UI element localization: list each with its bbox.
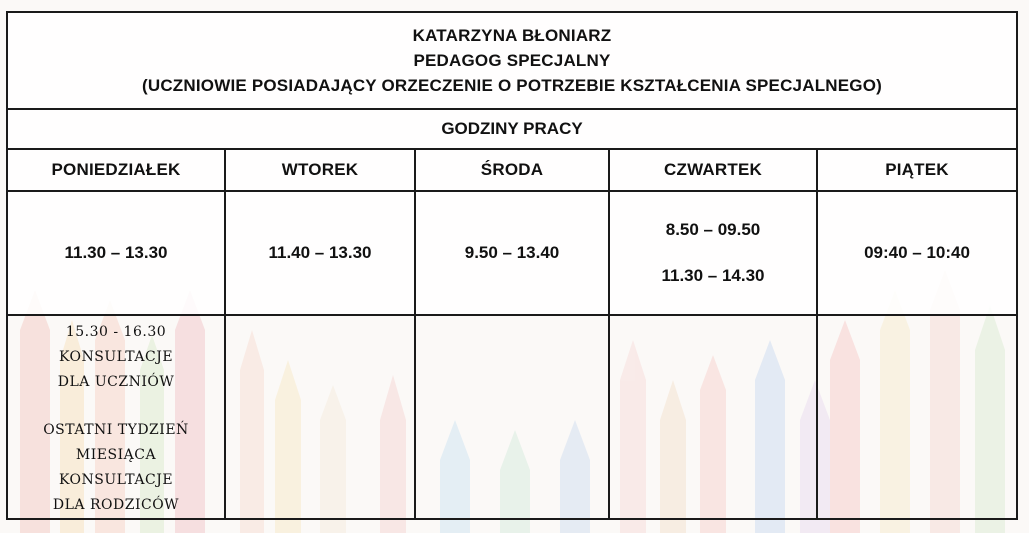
time-range: 11.30 – 13.30 [64, 243, 168, 262]
day-cell-tuesday [224, 150, 414, 190]
notes-cell-wednesday [414, 316, 608, 518]
hours-row [8, 192, 1016, 316]
day-label: PIĄTEK [885, 160, 949, 179]
notes-cell-tuesday [224, 316, 414, 518]
notes-row [8, 316, 1016, 518]
schedule-table [6, 11, 1018, 520]
note-line: 15.30 - 16.30 [65, 324, 167, 340]
note-line: KONSULTACJE [58, 349, 174, 365]
teacher-name: KATARZYNA BŁONIARZ [412, 26, 612, 45]
day-cell-monday [8, 150, 224, 190]
day-label: ŚRODA [480, 160, 544, 179]
day-cell-thursday [608, 150, 816, 190]
time-range: 09:40 – 10:40 [864, 243, 970, 262]
teacher-role: PEDAGOG SPECJALNY [413, 51, 611, 70]
note-line: MIESIĄCA [75, 447, 157, 463]
days-row [8, 150, 1016, 192]
working-hours-title: GODZINY PRACY [8, 110, 1016, 150]
time-range: 8.50 – 09.50 [665, 220, 761, 239]
time-range: 11.40 – 13.30 [268, 243, 372, 262]
teacher-scope: (UCZNIOWIE POSIADAJĄCY ORZECZENIE O POTRZEBIE KSZTAŁCENIA SPECJALNEGO) [141, 76, 882, 95]
day-label: CZWARTEK [664, 160, 762, 179]
notes-cell-thursday [608, 316, 816, 518]
day-cell-friday [816, 150, 1016, 190]
time-range: 11.30 – 14.30 [661, 266, 765, 285]
notes-cell-friday [816, 316, 1016, 518]
time-range: 9.50 – 13.40 [464, 243, 560, 262]
hours-cell-tuesday [224, 192, 414, 314]
hours-cell-monday [8, 192, 224, 314]
note-line: KONSULTACJE [58, 472, 174, 488]
notes-cell-monday [8, 316, 224, 518]
schedule-header [8, 13, 1016, 110]
note-line: DLA RODZICÓW [52, 497, 180, 513]
day-cell-wednesday [414, 150, 608, 190]
hours-cell-friday [816, 192, 1016, 314]
note-line: DLA UCZNIÓW [57, 374, 175, 390]
note-line: OSTATNI TYDZIEŃ [43, 422, 189, 438]
hours-cell-wednesday [414, 192, 608, 314]
hours-cell-thursday [608, 192, 816, 314]
day-label: PONIEDZIAŁEK [51, 160, 181, 179]
day-label: WTOREK [281, 160, 359, 179]
